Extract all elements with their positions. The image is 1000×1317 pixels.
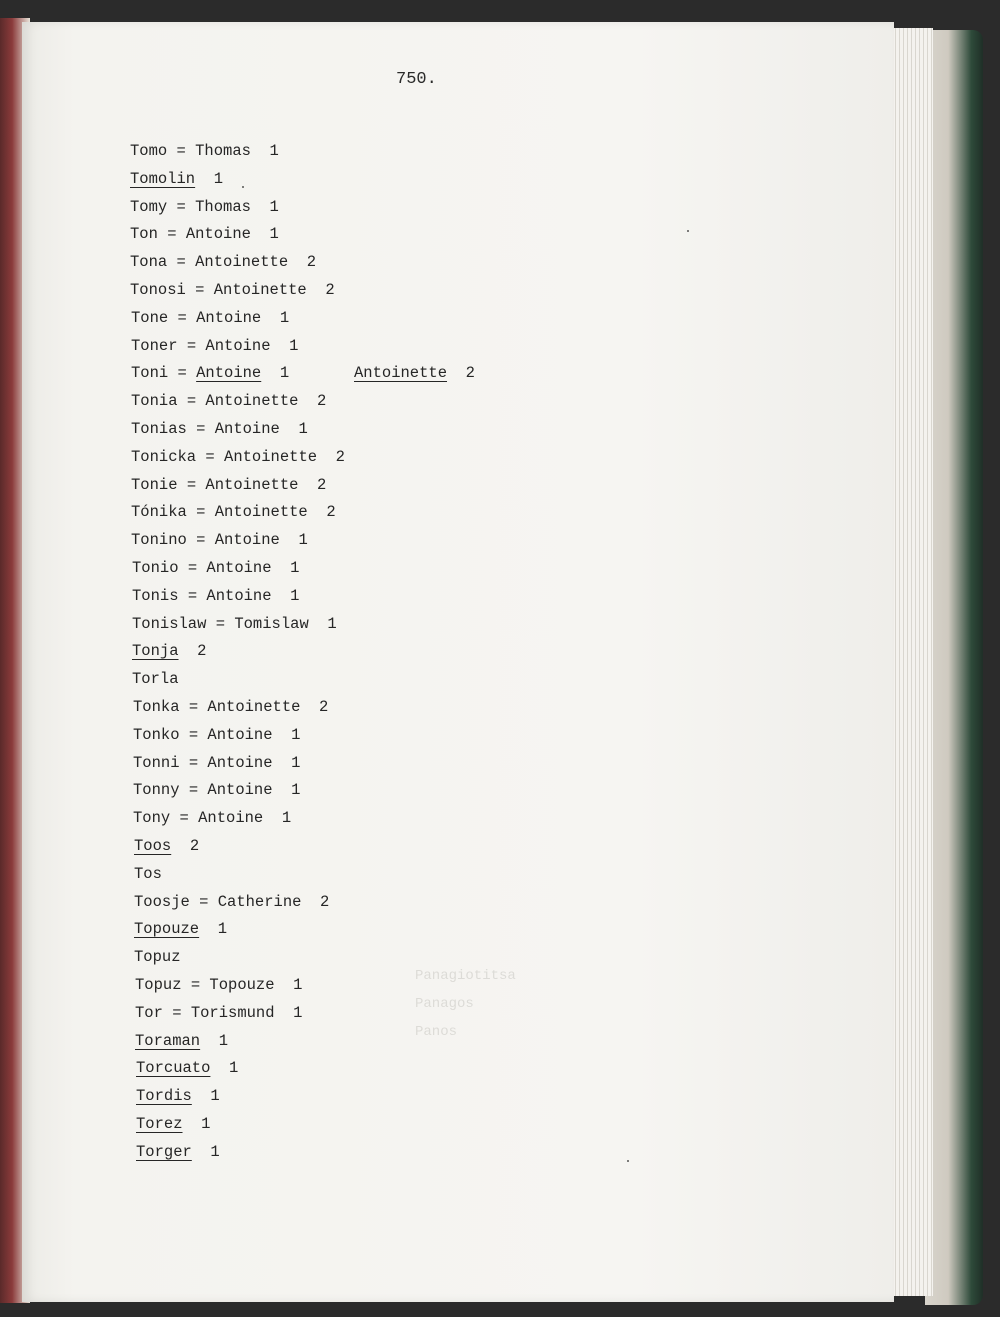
equals-sign: = (196, 447, 225, 466)
equals-sign: = (179, 697, 208, 716)
entry-name: Tomy (130, 197, 168, 216)
list-item (130, 1111, 345, 1139)
list-item (130, 1083, 345, 1111)
list-item (130, 499, 345, 527)
entry-name: Torger (136, 1142, 192, 1161)
entry-count: 1 (290, 558, 300, 577)
entry-extra (354, 360, 475, 388)
entry-name: Topuz (134, 948, 181, 967)
entry-name: Tony (133, 809, 171, 828)
equals-sign: = (168, 308, 197, 327)
entry-name: Toraman (135, 1031, 201, 1050)
entry-name: Torla (132, 670, 179, 689)
equals-sign: = (170, 809, 199, 828)
equals-sign: = (179, 753, 208, 772)
list-item (130, 777, 345, 805)
list-item (130, 333, 345, 361)
entry-name: Tónika (131, 503, 187, 522)
equals-sign: = (167, 253, 196, 272)
equals-sign: = (186, 419, 215, 438)
equals-sign: = (185, 280, 214, 299)
entry-count: 2 (317, 475, 327, 494)
equals-sign: = (179, 725, 208, 744)
entry-count: 1 (293, 975, 303, 994)
equals-sign: = (186, 531, 215, 550)
entry-count: 1 (210, 1142, 220, 1161)
equals-sign: = (189, 892, 218, 911)
entry-equivalent: Antoinette (213, 280, 307, 299)
entry-equivalent: Antoine (185, 225, 251, 244)
list-item (130, 527, 345, 555)
entry-count: 1 (269, 197, 279, 216)
list-item (130, 944, 345, 972)
entry-count: 2 (326, 503, 336, 522)
paper-speck (242, 186, 244, 188)
list-item (130, 194, 345, 222)
list-item (130, 666, 345, 694)
entry-equivalent: Antoinette (205, 475, 299, 494)
equals-sign: = (177, 475, 206, 494)
list-item (130, 583, 345, 611)
entry-name: Torez (136, 1114, 183, 1133)
paper-speck (627, 1160, 629, 1162)
list-item (130, 638, 345, 666)
entry-equivalent: Antoine (207, 725, 273, 744)
entry-count: 1 (293, 1003, 303, 1022)
entry-equivalent: Antoinette (195, 253, 289, 272)
entry-count: 1 (210, 1087, 220, 1106)
equals-sign: = (168, 364, 197, 383)
entry-count: 1 (217, 920, 228, 939)
list-item (130, 138, 345, 166)
list-item (130, 805, 345, 833)
list-item (130, 277, 345, 305)
list-item (130, 833, 345, 861)
entry-count: 1 (291, 781, 301, 800)
list-item (130, 722, 345, 750)
entry-name: Ton (130, 225, 158, 244)
list-item (130, 472, 345, 500)
entry-equivalent: Antoine (196, 308, 262, 327)
entry-name: Tonja (132, 642, 179, 661)
entry-count: 1 (298, 531, 308, 550)
document-page (22, 22, 894, 1302)
entry-count: 1 (289, 336, 299, 355)
list-item (130, 555, 345, 583)
entry-count: 2 (320, 892, 330, 911)
entry-count: 1 (290, 586, 300, 605)
entry-equivalent: Antoine (205, 336, 271, 355)
entry-equivalent: Tomislaw (234, 614, 309, 633)
list-item (130, 1000, 345, 1028)
entry-count: 1 (218, 1031, 229, 1050)
list-item (130, 889, 345, 917)
equals-sign: = (181, 975, 210, 994)
entry-equivalent: Antoine (214, 531, 280, 550)
entry-count: 1 (327, 614, 337, 633)
entry-name: Toosje (134, 892, 190, 911)
entry-equivalent: Antoine (196, 364, 262, 383)
entry-name: Torcuato (136, 1059, 211, 1078)
list-item (130, 972, 345, 1000)
list-item (130, 1055, 345, 1083)
entry-equivalent: Antoinette (207, 697, 301, 716)
entry-equivalent: Antoinette (224, 447, 318, 466)
list-item (130, 360, 475, 388)
entry-name: Tonio (132, 558, 179, 577)
entry-equivalent: Antoine (206, 586, 272, 605)
equals-sign: = (178, 558, 207, 577)
list-item (130, 444, 345, 472)
entry-name: Topouze (134, 920, 200, 939)
list-item (130, 916, 345, 944)
entry-name: Toos (134, 836, 172, 855)
entry-equivalent: Antoine (207, 781, 273, 800)
entry-equivalent: Thomas (195, 142, 251, 160)
entry-equivalent: Antoinette (205, 392, 299, 411)
entry-count: 1 (298, 419, 308, 438)
entry-name: Tonia (131, 392, 178, 411)
list-item (130, 416, 345, 444)
entry-count: 1 (269, 142, 279, 160)
entry-name: Tonie (131, 475, 178, 494)
equals-sign: = (167, 197, 196, 216)
entry-name: Tordis (136, 1087, 192, 1106)
page-number: 750. (396, 70, 437, 89)
entry-count: 1 (229, 1059, 239, 1078)
equals-sign: = (177, 392, 206, 411)
entry-name: Tomolin (130, 169, 196, 188)
entry-count: 1 (269, 225, 279, 244)
equals-sign: = (157, 225, 186, 244)
entry-count: 2 (317, 392, 327, 411)
list-item (130, 388, 345, 416)
entry-count: 1 (279, 308, 290, 327)
list-item (130, 249, 345, 277)
ghost-line: Panos (415, 1024, 458, 1040)
list-item (130, 861, 345, 889)
entry-count: 1 (291, 725, 301, 744)
equals-sign: = (178, 586, 207, 605)
entry-equivalent: Catherine (217, 892, 302, 911)
list-item (130, 1139, 345, 1167)
entry-name: Tonino (131, 531, 187, 550)
ghost-line: Panagos (415, 996, 474, 1012)
book-cover-right (925, 30, 983, 1305)
entry-name: Tomo (130, 142, 168, 160)
entry-count: 2 (325, 280, 335, 299)
paper-speck (687, 230, 689, 232)
entry-name: Tonka (133, 697, 180, 716)
equals-sign: = (179, 781, 208, 800)
entry-count: 1 (281, 809, 292, 828)
entry-name: Tonosi (130, 280, 186, 299)
entry-name: Tonis (132, 586, 179, 605)
list-item (130, 1028, 345, 1056)
entry-equivalent: Antoine (206, 558, 272, 577)
entry-name: Tos (134, 864, 162, 883)
entry-name: Tonicka (131, 447, 197, 466)
equals-sign: = (167, 142, 196, 160)
entry-name: Tonko (133, 725, 180, 744)
entry-name: Tor (135, 1003, 163, 1022)
entry-equivalent: Antoine (214, 419, 280, 438)
entry-equivalent: Antoine (198, 809, 264, 828)
list-item (130, 694, 345, 722)
entry-equivalent: Antoinette (214, 503, 308, 522)
entry-name: Toner (131, 336, 178, 355)
page-edges (888, 28, 933, 1296)
entry-count: 2 (319, 697, 329, 716)
list-item (130, 611, 345, 639)
entry-extra-name: Antoinette (354, 364, 448, 383)
entry-name: Tone (131, 308, 169, 327)
entry-count: 2 (189, 836, 200, 855)
entry-count: 2 (306, 253, 317, 272)
entry-name: Tonni (133, 753, 180, 772)
entry-equivalent: Torismund (190, 1003, 275, 1022)
entry-name: Tonny (133, 781, 180, 800)
entry-equivalent: Thomas (195, 197, 251, 216)
entry-equivalent: Antoine (207, 753, 273, 772)
list-item (130, 166, 345, 194)
entry-count: 2 (335, 447, 345, 466)
entry-name: Tonislaw (132, 614, 207, 633)
equals-sign: = (186, 503, 215, 522)
entry-name: Tona (130, 253, 168, 272)
entry-equivalent: Topouze (209, 975, 275, 994)
entry-name: Tonias (131, 419, 187, 438)
equals-sign: = (206, 614, 235, 633)
entry-count: 1 (201, 1114, 211, 1133)
entry-count: 1 (213, 169, 224, 188)
entry-extra-count: 2 (465, 364, 475, 383)
equals-sign: = (177, 336, 206, 355)
entry-count: 2 (197, 642, 207, 661)
entry-name: Topuz (135, 975, 182, 994)
list-item (130, 221, 345, 249)
entry-name: Toni (131, 364, 169, 383)
list-item (130, 750, 345, 778)
entry-count: 1 (279, 364, 290, 383)
equals-sign: = (162, 1003, 191, 1022)
entry-count: 1 (291, 753, 301, 772)
ghost-line: Panagiotitsa (415, 968, 516, 984)
list-item (130, 305, 345, 333)
